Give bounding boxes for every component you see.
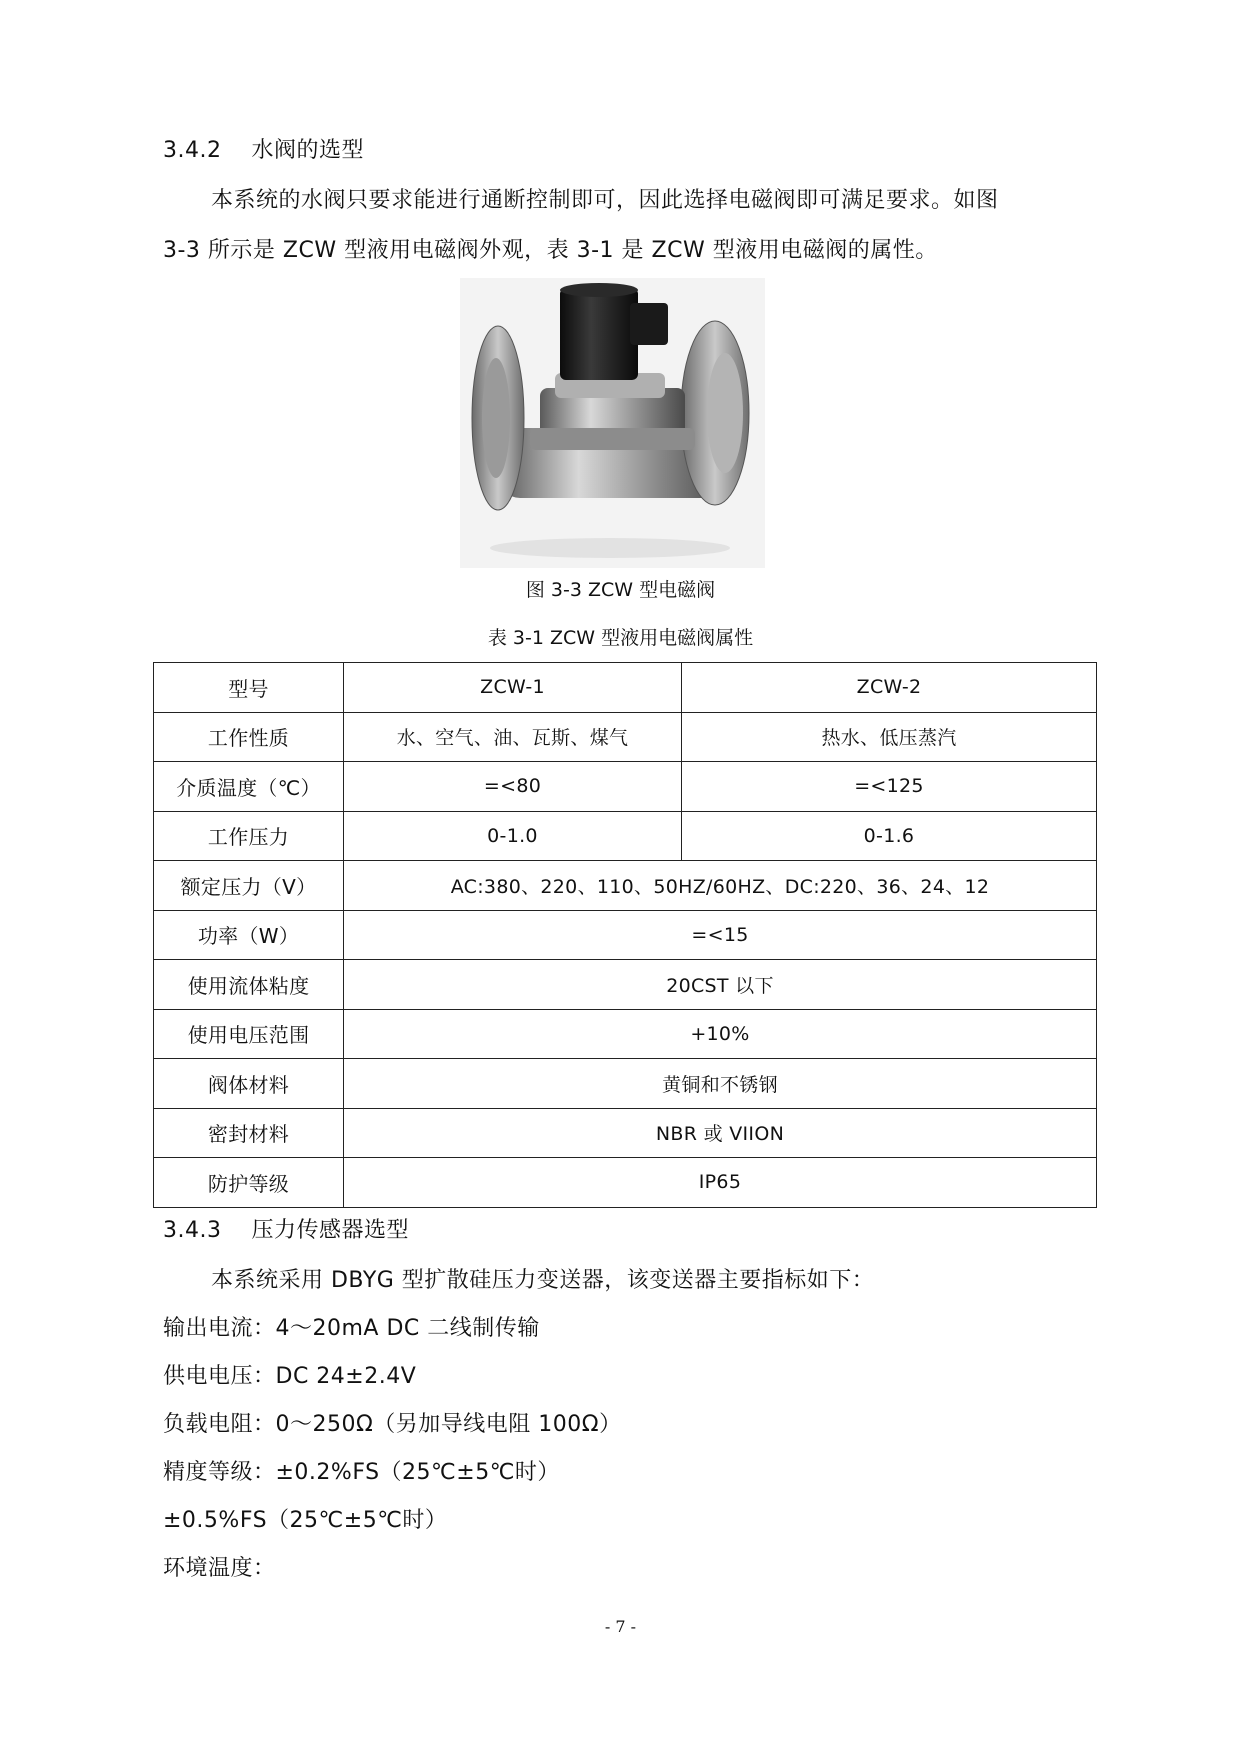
row-label: 额定压力（V） [154,861,344,911]
table-caption: 表 3-1 ZCW 型液用电磁阀属性 [487,627,754,649]
section-title: 压力传感器选型 [251,1218,409,1243]
row-label: 功率（W） [154,910,344,960]
table-cell: =<15 [344,910,1097,960]
valve-spec-table [153,662,1097,1208]
table-row [154,861,1097,911]
table-row [154,1059,1097,1109]
table-row [154,1009,1097,1059]
table-cell: AC:380、220、110、50HZ/60HZ、DC:220、36、24、12 [344,861,1097,911]
section-number: 3.4.3 [163,1218,222,1243]
row-label: 型号 [154,663,344,713]
table-cell: ZCW-2 [682,663,1097,713]
section-title: 水阀的选型 [251,138,364,163]
table-row [154,910,1097,960]
table-row [154,762,1097,812]
table-row [154,663,1097,713]
row-label: 阀体材料 [154,1059,344,1109]
paragraph-line: 本系统的水阀只要求能进行通断控制即可，因此选择电磁阀即可满足要求。如图 [211,188,999,213]
section-number: 3.4.2 [163,138,222,163]
spec-ambient-temp: 环境温度： [163,1556,276,1581]
spec-accuracy-2: ±0.5%FS（25℃±5℃时） [163,1508,448,1533]
table-cell: 0-1.0 [344,811,682,861]
spec-output-current: 输出电流：4～20mA DC 二线制传输 [163,1316,540,1341]
table-cell: +10% [344,1009,1097,1059]
table-row [154,811,1097,861]
table-cell: =<125 [682,762,1097,812]
figure-caption: 图 3-3 ZCW 型电磁阀 [525,579,716,601]
table-row [154,712,1097,762]
row-label: 工作性质 [154,712,344,762]
row-label: 工作压力 [154,811,344,861]
row-label: 密封材料 [154,1108,344,1158]
spec-load-resistance: 负载电阻：0～250Ω（另加导线电阻 100Ω） [163,1412,622,1437]
page-number: - 7 - [604,1617,637,1636]
table-cell: 黄铜和不锈钢 [344,1059,1097,1109]
table-cell: NBR 或 VIION [344,1108,1097,1158]
row-label: 防护等级 [154,1158,344,1208]
row-label: 使用电压范围 [154,1009,344,1059]
table-row [154,960,1097,1010]
paragraph-line: 本系统采用 DBYG 型扩散硅压力变送器，该变送器主要指标如下： [211,1268,875,1293]
row-label: 介质温度（℃） [154,762,344,812]
table-cell: =<80 [344,762,682,812]
spec-supply-voltage: 供电电压：DC 24±2.4V [163,1364,417,1389]
solenoid-valve-image [460,278,765,568]
table-cell: 热水、低压蒸汽 [682,712,1097,762]
section-heading-3-4-3 [163,1216,409,1246]
row-label: 使用流体粘度 [154,960,344,1010]
table-cell: 20CST 以下 [344,960,1097,1010]
table-cell: 0-1.6 [682,811,1097,861]
table-cell: 水、空气、油、瓦斯、煤气 [344,712,682,762]
section-heading-3-4-2 [163,136,364,166]
table-cell: ZCW-1 [344,663,682,713]
table-row [154,1158,1097,1208]
table-cell: IP65 [344,1158,1097,1208]
paragraph-line: 3-3 所示是 ZCW 型液用电磁阀外观，表 3-1 是 ZCW 型液用电磁阀的属性。 [163,238,938,263]
spec-accuracy: 精度等级：±0.2%FS（25℃±5℃时） [163,1460,560,1485]
table-row [154,1108,1097,1158]
